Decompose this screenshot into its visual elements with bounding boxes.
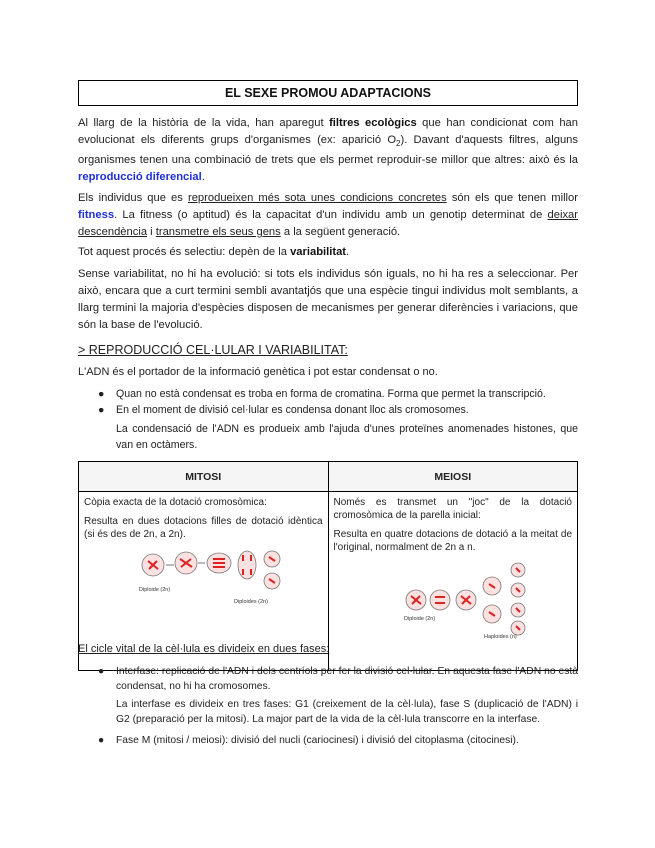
mitosis-meiosis-table [78,461,578,671]
mitosi-text-1: Còpia exacta de la dotació cromosòmica: [84,497,267,508]
table-header-mitosi: MITOSI [79,462,329,492]
page-title: EL SEXE PROMOU ADAPTACIONS [78,80,578,106]
meiosi-text-2: Resulta en quatre dotacions de dotació a la meitat de l'original, normalment de 2n a n. [333,529,572,553]
intro-paragraph-4: Sense variabilitat, no hi ha evolució: si tots els individus són iguals, no hi ha res a seleccionar. Per això, encara que a curt termini sembli avantatjós que una espècie tingui individus molt semblants, a llarg termini la majoria d'espècies disposen de mecanismes per generar diferències i variacions, que són la base de l'evolució. [78,268,578,331]
bullet-item: ● En el moment de divisió cel·lular es condensa donant lloc als cromosomes. [98,404,469,416]
bullet-icon: ● [98,735,105,746]
interphase-note: La interfase es divideix en tres fases: G1 (creixement de la cèl·lula), fase S (duplicació de l'ADN) i G2 (preparació per la mitosi). La major part de la vida de la cèl·lula transcorre en la interfase. [116,699,578,725]
mitosi-text-2: Resulta en dues dotacions filles de dotació idèntica (si és des de 2n, a 2n). [84,516,323,540]
meiosis-diagram [404,560,534,640]
bullet-item: ● Quan no està condensat es troba en forma de cromatina. Forma que permet la transcripció. [98,388,546,400]
section-heading-cell-cycle: El cicle vital de la cèl·lula es divideix en dues fases: [78,643,330,655]
bullet-item: ● Fase M (mitosi / meiosi): divisió del nucli (cariocinesi) i divisió del citoplasma (citocinesi). [98,735,519,746]
intro-paragraph-1: Al llarg de la història de la vida, han aparegut filtres ecològics que han condicionat com han evolucionat els diferents grups d'organismes (ex: aparició $O_2$). Davant d'aquests filtres, alguns organismes tenen una combinació de trets que els permet reproduir-se millor que altres: això és la reproducció diferencial. [78,117,578,184]
diagram-label-diploid: Diploide (2n) [403,616,435,622]
meiosi-text-1: Només es transmet un "joc" de la dotació cromosòmica de la parella inicial: [333,497,572,521]
bullet-icon: ● [98,666,105,677]
intro-paragraph-3: Tot aquest procés és selectiu: depèn de la variabilitat. [78,246,350,258]
section-heading-reproduction: > REPRODUCCIÓ CEL·LULAR I VARIABILITAT: [78,343,348,357]
bullet-item: ● Interfase: replicació de l'ADN i dels centríols per fer la divisió cel·lular. En aquesta fase l'ADN no està condensat, no hi ha cromosomes. [98,666,578,692]
diagram-label-haploids: Haploides (n) [483,634,517,640]
intro-paragraph-2: Els individus que es reprodueixen més sota unes condicions concretes són els que tenen millor fitness. La fitness (o aptitud) és la capacitat d'un individu amb un genotip determinat de deixar descendència i transmetre els seus gens a la següent generació. [78,192,578,238]
diagram-label-diploid: Diploide (2n) [139,587,171,593]
section1-intro: L'ADN és el portador de la informació genètica i pot estar condensat o no. [78,366,438,378]
table-header-meiosi: MEIOSI [328,462,578,492]
mitosis-diagram [139,547,289,607]
bullet-icon: ● [98,388,105,400]
bullet-icon: ● [98,404,105,416]
histone-note: La condensació de l'ADN es produeix amb l'ajuda d'unes proteïnes anomenades histones, que van en octàmers. [116,423,578,451]
diagram-label-diploids: Diploides (2n) [234,599,268,605]
